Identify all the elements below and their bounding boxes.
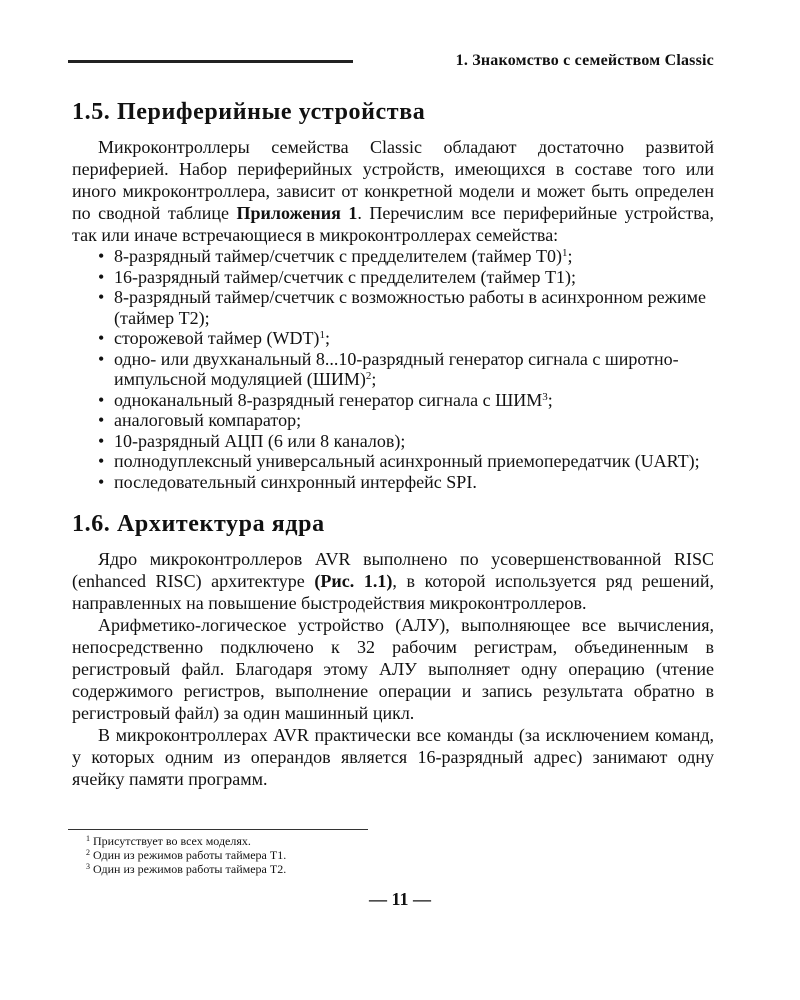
bullet-icon: • <box>98 328 105 348</box>
section-heading-1-6: 1.6. Архитектура ядра <box>72 511 325 537</box>
list-item-tail: ; <box>324 328 330 348</box>
list-item-text: сторожевой таймер (WDT) <box>114 328 320 348</box>
footnote-mark: 2 <box>86 848 90 857</box>
list-item-tail: ; <box>547 389 553 410</box>
footnote-mark: 3 <box>86 862 90 871</box>
footnote-text: Один из режимов работы таймера T1. <box>93 848 287 862</box>
core-paragraph-2: Арифметико-логическое устройство (АЛУ), выполняющее все вычисления, непосредственно подключено к 32 рабочим регистрам, объединенным в регистровый файл. Благодаря этому АЛУ выполняет одну операцию (чтение содержимого регистров, выполнение операции и запись результата обратно в регистровый файл) за один машинный цикл. <box>72 615 714 723</box>
footnote <box>86 862 286 876</box>
list-item <box>72 246 714 267</box>
bullet-icon: • <box>98 287 105 307</box>
list-item-text: одно- или двухканальный 8...10-разрядный генератор сигнала с широтно-импульсной модуляцией (ШИМ) <box>114 348 679 389</box>
figure-reference: (Рис. 1.1) <box>314 571 393 591</box>
footnotes <box>86 834 286 876</box>
footnote-ref: 1 <box>319 329 325 341</box>
list-item-text: 8-разрядный таймер/счетчик с предделителем (таймер T0) <box>114 246 563 266</box>
footnote-rule <box>68 829 368 830</box>
intro-text-b: . Перечислим все периферийные устройства, так или иначе встречающиеся в микроконтроллерах семейства: <box>72 203 714 245</box>
core-paragraph-3: В микроконтроллерах AVR практически все команды (за исключением команд, у которых одним из операндов является 16-разрядный адрес) занимают одну ячейку памяти программ. <box>72 725 714 789</box>
list-item-text: 16-разрядный таймер/счетчик с предделителем (таймер T1); <box>114 266 577 287</box>
footnote-text: Один из режимов работы таймера T2. <box>93 862 287 876</box>
list-item-tail: ; <box>567 246 573 266</box>
core-p1-text-b: , в которой используется ряд решений, направленных на повышение быстродействия микроконтроллеров. <box>72 571 715 613</box>
list-item <box>72 451 714 472</box>
list-item <box>72 349 714 390</box>
page-body <box>72 96 714 790</box>
bullet-icon: • <box>98 389 105 410</box>
list-item-tail: ; <box>371 369 377 389</box>
footnote-ref: 3 <box>542 390 548 403</box>
bullet-icon: • <box>98 246 105 266</box>
header-rule <box>68 60 353 63</box>
footnote <box>86 834 286 848</box>
list-item <box>72 410 714 431</box>
list-item-text: последовательный синхронный интерфейс SPI. <box>114 471 477 492</box>
footnote-ref: 2 <box>365 370 372 382</box>
bullet-icon: • <box>98 266 105 287</box>
list-item <box>72 328 714 349</box>
footnote <box>86 848 286 862</box>
running-header: 1. Знакомство с семейством Classic <box>455 52 714 69</box>
bullet-icon: • <box>98 348 105 369</box>
list-item-text: одноканальный 8-разрядный генератор сигнала с ШИМ <box>114 389 543 410</box>
peripherals-intro-paragraph <box>72 136 714 246</box>
appendix-reference: Приложения 1 <box>236 203 358 223</box>
footnote-ref: 1 <box>562 247 568 259</box>
list-item <box>72 390 714 411</box>
section-heading-1-5: 1.5. Периферийные устройства <box>72 99 426 125</box>
bullet-icon: • <box>98 451 105 471</box>
list-item-text: полнодуплексный универсальный асинхронный приемопередатчик (UART); <box>114 451 700 471</box>
bullet-icon: • <box>98 471 105 492</box>
peripherals-list <box>72 246 714 492</box>
bullet-icon: • <box>98 410 105 430</box>
intro-text-a: Микроконтроллеры семейства Classic обладают достаточно развитой периферией. Набор периферийных устройств, имеющихся в составе того или иного микроконтроллера, зависит от конкретной модели и может быть определен по сводной таблице <box>72 137 714 223</box>
footnote-text: Присутствует во всех моделях. <box>93 834 251 848</box>
list-item <box>72 431 714 452</box>
list-item <box>72 287 714 328</box>
page-number: — 11 — <box>368 889 431 909</box>
footnote-mark: 1 <box>86 834 90 843</box>
bullet-icon: • <box>98 430 105 451</box>
list-item-text: аналоговый компаратор; <box>114 410 302 430</box>
list-item-text: 10-разрядный АЦП (6 или 8 каналов); <box>114 430 406 451</box>
list-item <box>72 267 714 288</box>
list-item <box>72 472 714 493</box>
list-item-text: 8-разрядный таймер/счетчик с возможностью работы в асинхронном режиме (таймер T2); <box>114 287 707 328</box>
core-paragraph-1 <box>72 548 714 614</box>
core-p1-text-a: Ядро микроконтроллеров AVR выполнено по усовершенствованной RISC (enhanced RISC) архитектуре <box>72 549 714 591</box>
